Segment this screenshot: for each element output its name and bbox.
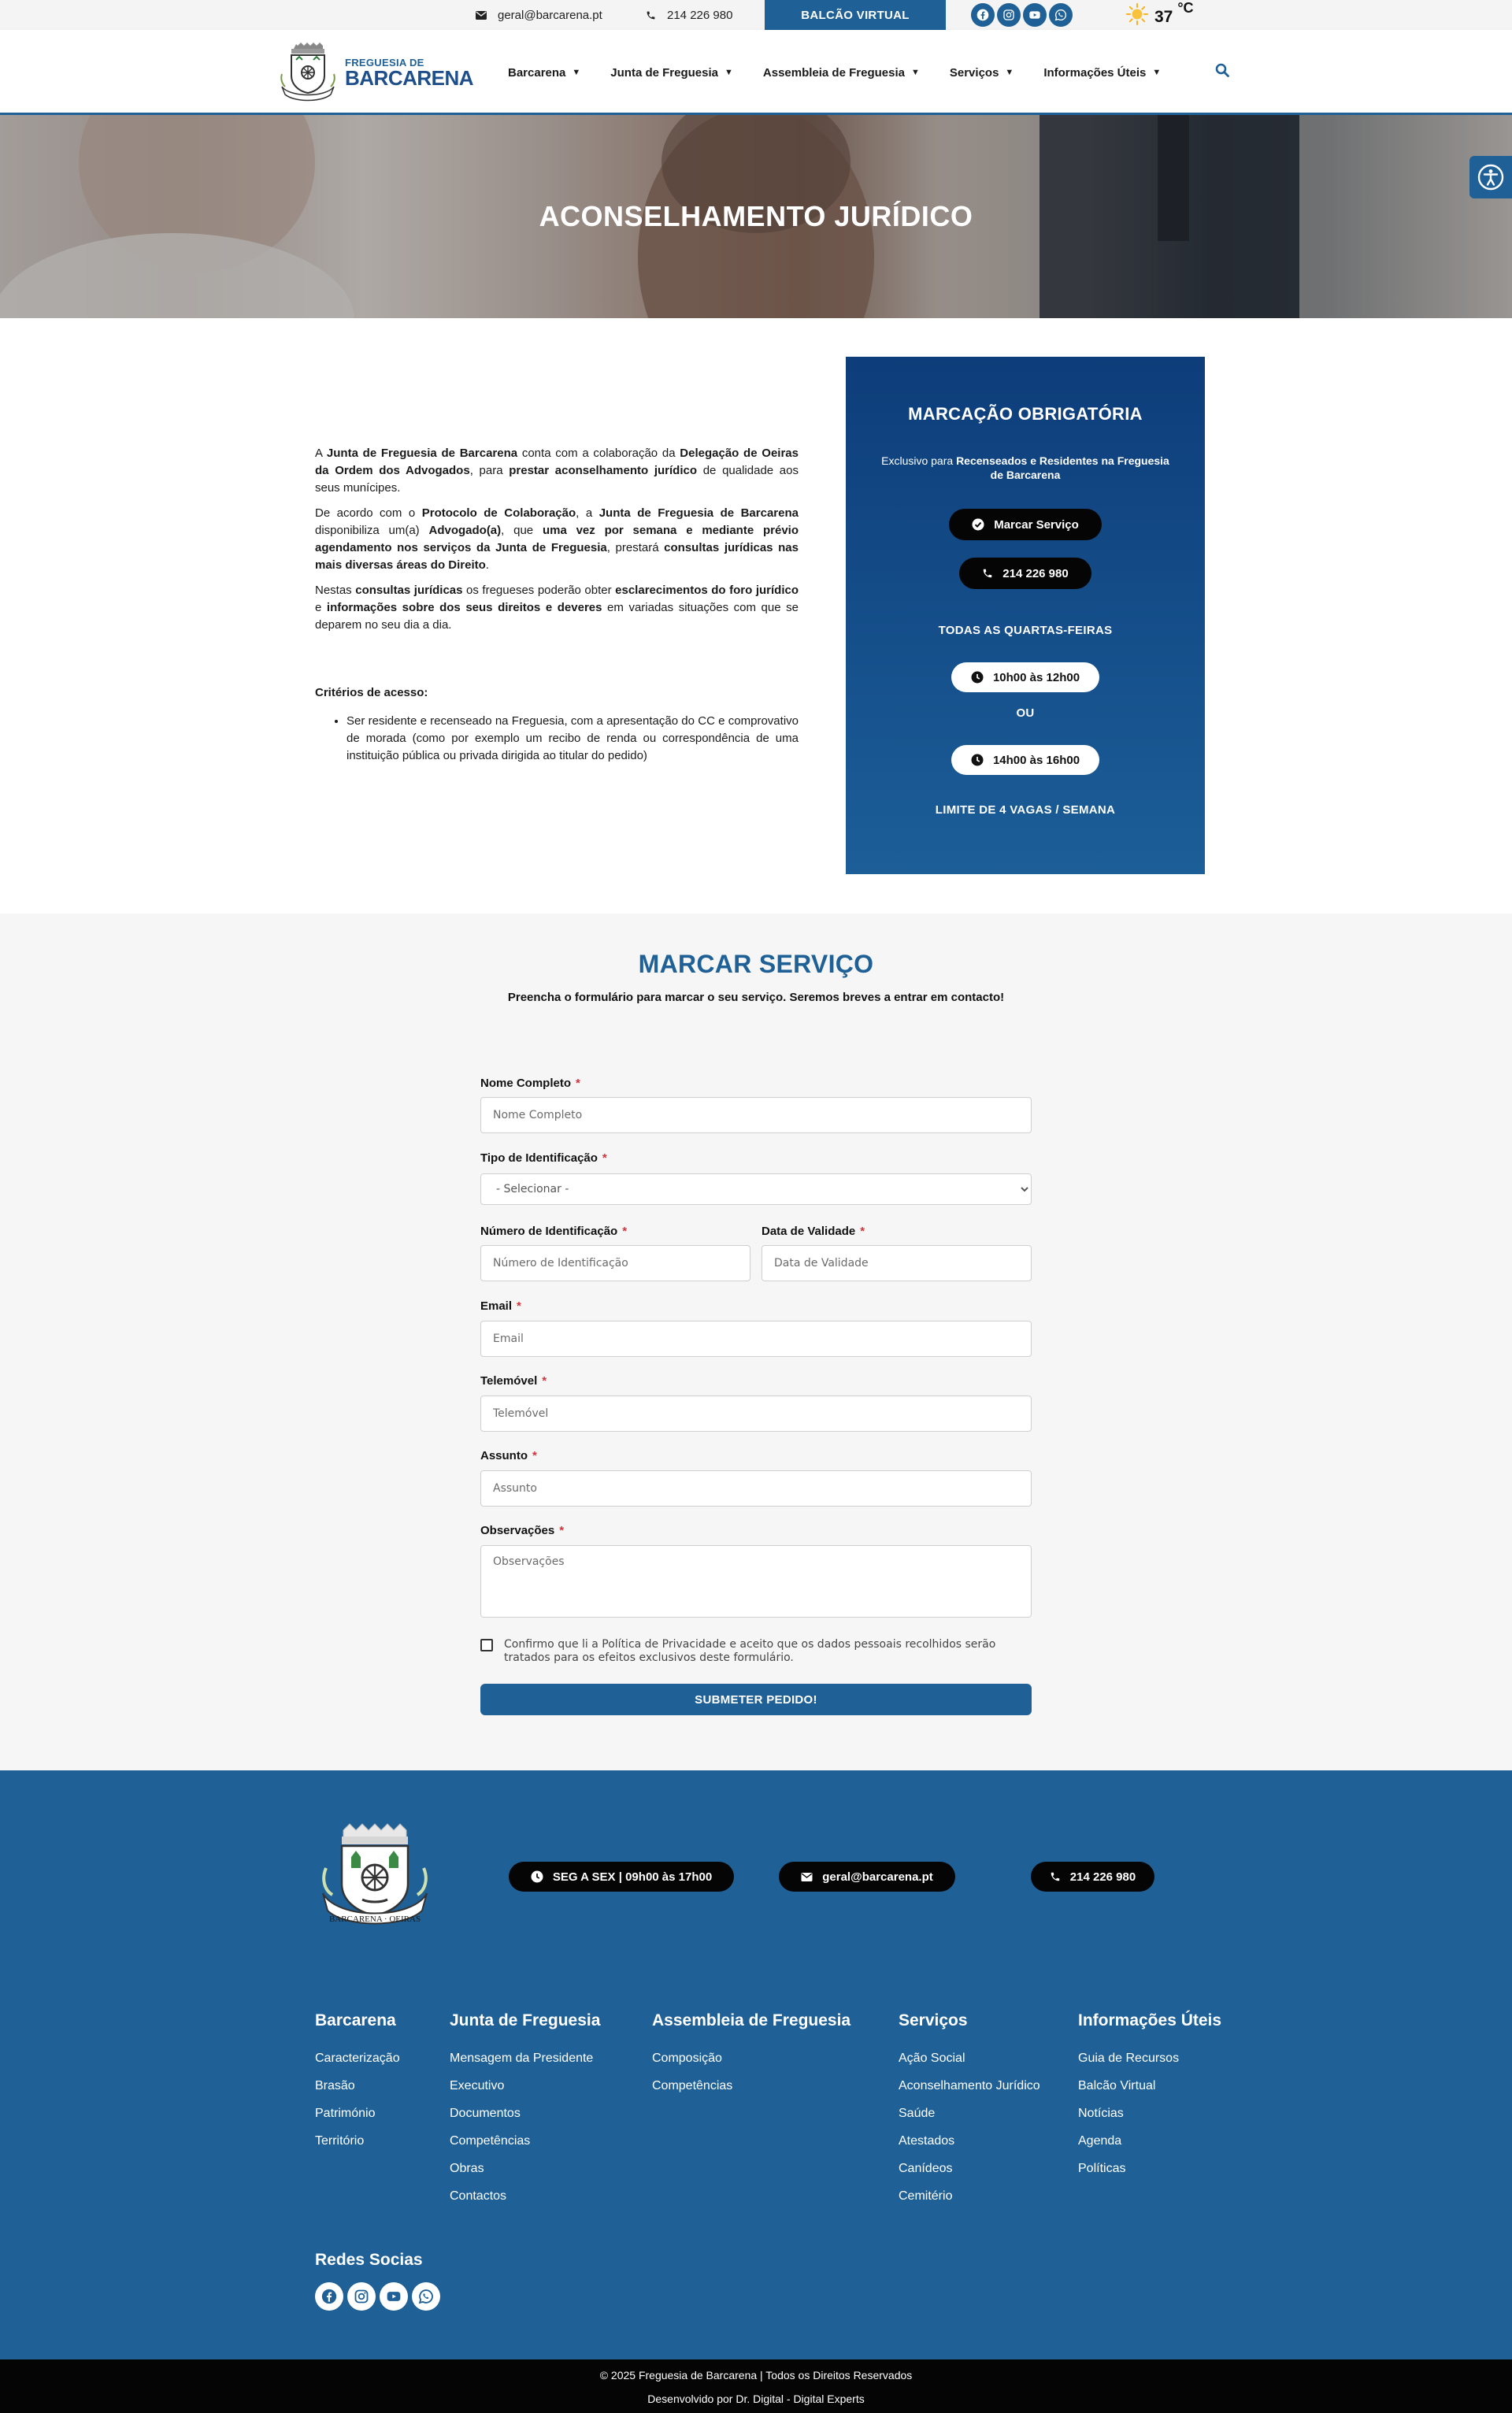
nav-item-junta-de-freguesia[interactable] [610, 66, 733, 80]
required-mark: * [542, 1374, 547, 1388]
text: , que [501, 524, 543, 537]
book-service-button[interactable] [949, 509, 1102, 540]
phone-icon [646, 10, 656, 20]
footer-link[interactable]: Atestados [899, 2134, 955, 2148]
youtube-icon[interactable] [1023, 3, 1047, 27]
id-number-input[interactable] [480, 1245, 750, 1281]
text: em variadas situações com que se deparem no seu dia a dia. [315, 601, 799, 632]
footer-email-link[interactable] [779, 1862, 955, 1892]
time-slot-label: 14h00 às 16h00 [992, 753, 1080, 767]
crest-motto: BARCARENA · OEIRAS [328, 1914, 421, 1924]
text: os fregueses poderão obter [462, 584, 616, 597]
footer-phone: 214 226 980 [1069, 1870, 1136, 1884]
footer-link[interactable]: Canídeos [899, 2162, 953, 2175]
booking-panel [846, 357, 1205, 874]
text: A [315, 447, 327, 460]
top-bar [0, 0, 1512, 30]
youtube-icon[interactable] [380, 2282, 408, 2311]
call-button[interactable] [959, 558, 1091, 589]
text-bold: Recenseados e Residentes na Freguesia de Barcarena [956, 454, 1169, 481]
footer-column-title: Assembleia de Freguesia [652, 2011, 851, 2029]
id-type-select[interactable] [480, 1173, 1032, 1205]
list-item: • Ser residente e recenseado na Freguesia, com a apresentação do CC e comprovativo de morada (como por exemplo um recibo de renda ou correspondência de uma instituição pública ou privada dirigida ao titular do pedido) [346, 713, 799, 765]
notes-label [480, 1524, 564, 1537]
footer-column-informacoes [1078, 2011, 1221, 2182]
nav-item-barcarena[interactable] [508, 66, 580, 80]
chevron-down-icon: ▼ [910, 68, 920, 77]
accessibility-button[interactable] [1469, 156, 1512, 198]
subject-label [480, 1449, 537, 1462]
phone-icon [1050, 1871, 1061, 1882]
footer-column-title: Junta de Freguesia [450, 2011, 601, 2029]
required-mark: * [559, 1524, 565, 1537]
or-label: OU [1016, 706, 1035, 720]
search-icon [1215, 63, 1229, 77]
text-bold: consultas jurídicas nas mais diversas áreas do Direito [315, 541, 799, 572]
privacy-consent [480, 1638, 1000, 1665]
footer-crest [317, 1818, 433, 1941]
required-mark: * [860, 1225, 865, 1238]
footer-column-junta [450, 2011, 600, 2210]
topbar-phone-link[interactable] [646, 0, 732, 30]
text: disponibiliza um(a) [315, 524, 429, 537]
facebook-icon[interactable] [971, 3, 995, 27]
consent-text: Confirmo que li a Política de Privacidade e aceito que os dados pessoais recolhidos serão tratados para os efeitos exclusivos deste formulário. [504, 1638, 996, 1664]
topbar-phone: 214 226 980 [667, 8, 733, 22]
form-title: MARCAR SERVIÇO [638, 950, 874, 978]
nav-label: Junta de Freguesia [610, 65, 718, 80]
text-bold: uma vez por semana e mediante prévio agendamento nos serviços da Junta de Freguesia [315, 524, 799, 554]
footer-link[interactable]: Território [315, 2134, 365, 2148]
text: , a [576, 506, 599, 520]
consent-checkbox[interactable] [480, 1639, 493, 1651]
nav-item-informacoes-uteis[interactable] [1043, 66, 1161, 80]
expiry-date-label [762, 1225, 865, 1238]
mobile-label [480, 1374, 547, 1388]
chevron-down-icon: ▼ [1152, 68, 1162, 77]
label-text: Email [480, 1299, 513, 1313]
email-field[interactable] [480, 1321, 1032, 1357]
footer-column-assembleia [652, 2011, 850, 2100]
id-number-label [480, 1225, 627, 1238]
footer-link[interactable]: Competências [652, 2079, 733, 2092]
button-label: Marcar Serviço [994, 517, 1079, 532]
footer-link[interactable]: Documentos [450, 2107, 521, 2120]
check-circle-icon [972, 518, 984, 531]
whatsapp-icon[interactable] [412, 2282, 440, 2311]
full-name-input[interactable] [480, 1097, 1032, 1133]
footer-link[interactable]: Agenda [1078, 2134, 1122, 2148]
site-logo[interactable] [277, 39, 473, 106]
page-title: ACONSELHAMENTO JURÍDICO [539, 200, 973, 232]
footer-social-title: Redes Socias [315, 2251, 423, 2269]
chevron-down-icon: ▼ [724, 68, 733, 77]
footer-link[interactable]: Obras [450, 2162, 484, 2175]
paragraph-1 [315, 445, 799, 497]
instagram-icon[interactable] [997, 3, 1021, 27]
label-text: Tipo de Identificação [480, 1151, 598, 1165]
logo-small-text: FREGUESIA DE [345, 56, 424, 69]
criteria-title: Critérios de acesso: [315, 686, 428, 699]
footer-column-barcarena [315, 2011, 400, 2155]
notes-textarea[interactable] [480, 1545, 1032, 1618]
crest-icon [277, 39, 339, 106]
subject-input[interactable] [480, 1470, 1032, 1507]
nav-label: Barcarena [508, 65, 566, 80]
footer-link[interactable]: Políticas [1078, 2162, 1126, 2175]
full-name-label [480, 1077, 580, 1090]
clock-icon [971, 754, 984, 766]
footer-link[interactable]: Notícias [1078, 2107, 1124, 2120]
footer-link[interactable]: Executivo [450, 2079, 505, 2092]
panel-title: MARCAÇÃO OBRIGATÓRIA [908, 404, 1143, 424]
text: conta com a colaboração da [517, 447, 680, 460]
panel-subtitle [877, 454, 1173, 482]
footer-column-servicos [899, 2011, 1040, 2210]
text-bold: Advogado(a) [428, 524, 502, 537]
text: e [315, 601, 327, 614]
footer-hours [509, 1862, 734, 1892]
required-mark: * [602, 1151, 607, 1165]
clock-icon [531, 1870, 543, 1883]
hero-banner [0, 115, 1512, 318]
limit-label: LIMITE DE 4 VAGAS / SEMANA [935, 803, 1116, 817]
weather-temperature: 37 [1154, 8, 1173, 26]
label-text: Telemóvel [480, 1374, 538, 1388]
label-text: Data de Validade [762, 1225, 856, 1238]
footer-link[interactable]: Caracterização [315, 2052, 400, 2065]
text-bold: Protocolo de Colaboração [421, 506, 576, 520]
weather-widget [1125, 2, 1194, 27]
instagram-icon[interactable] [347, 2282, 376, 2311]
logo-wordmark [345, 57, 473, 88]
clock-icon [971, 671, 984, 684]
required-mark: * [517, 1299, 521, 1313]
text: . [485, 558, 489, 572]
label-text: Assunto [480, 1449, 528, 1462]
topbar-social-links [971, 3, 1073, 27]
footer-link[interactable]: Composição [652, 2052, 722, 2065]
id-type-label [480, 1151, 607, 1165]
facebook-icon[interactable] [315, 2282, 343, 2311]
footer-email: geral@barcarena.pt [822, 1870, 933, 1884]
footer-link[interactable]: Ação Social [899, 2052, 965, 2065]
footer-social-links [315, 2282, 440, 2311]
envelope-icon [801, 1873, 813, 1881]
text: Nestas [315, 584, 356, 597]
email-label [480, 1299, 521, 1313]
footer-link[interactable]: Guia de Recursos [1078, 2052, 1180, 2065]
footer-phone-link[interactable] [1031, 1862, 1154, 1892]
paragraph-3 [315, 582, 799, 634]
topbar-email-link[interactable] [476, 0, 602, 30]
topbar-email: geral@barcarena.pt [498, 8, 602, 22]
site-footer [0, 1770, 1512, 2359]
text-bold: esclarecimentos do foro jurídico [615, 584, 799, 597]
text-bold: Junta de Freguesia de Barcarena [598, 506, 799, 520]
time-slot-afternoon [951, 745, 1099, 775]
developer-credit[interactable]: Desenvolvido por Dr. Digital - Digital Experts [647, 2393, 865, 2405]
time-slot-morning [951, 662, 1099, 692]
time-slot-label: 10h00 às 12h00 [992, 670, 1080, 684]
envelope-icon [476, 11, 487, 20]
footer-link[interactable]: Mensagem da Presidente [450, 2052, 594, 2065]
site-header [0, 30, 1512, 115]
service-description [315, 445, 799, 642]
submit-button[interactable]: SUBMETER PEDIDO! [480, 1684, 1032, 1715]
footer-link[interactable]: Património [315, 2107, 376, 2120]
search-button[interactable] [1215, 63, 1229, 81]
crest-icon [317, 1818, 433, 1937]
text-bold: informações sobre dos seus direitos e deveres [326, 601, 602, 614]
schedule-day-label: TODAS AS QUARTAS-FEIRAS [938, 624, 1113, 637]
required-mark: * [532, 1449, 537, 1462]
text: De acordo com o [315, 506, 422, 520]
criteria-list [346, 713, 799, 765]
footer-column-title: Informações Úteis [1078, 2011, 1222, 2029]
nav-label: Serviços [949, 65, 999, 80]
label-text: Nome Completo [480, 1077, 572, 1090]
label-text: Número de Identificação [480, 1225, 618, 1238]
hours-label: SEG A SEX | 09h00 às 17h00 [552, 1870, 713, 1884]
footer-link[interactable]: Aconselhamento Jurídico [899, 2079, 1040, 2092]
required-mark: * [622, 1225, 628, 1238]
footer-link[interactable]: Balcão Virtual [1078, 2079, 1156, 2092]
footer-link[interactable]: Competências [450, 2134, 531, 2148]
footer-column-title: Barcarena [315, 2011, 396, 2029]
main-nav [508, 30, 1191, 115]
text: Exclusivo para [881, 454, 957, 467]
phone-icon [982, 568, 993, 579]
mobile-input[interactable] [480, 1396, 1032, 1432]
balcao-virtual-button[interactable]: BALCÃO VIRTUAL [765, 0, 946, 30]
text-bold: consultas jurídicas [355, 584, 463, 597]
weather-unit: °C [1177, 0, 1194, 16]
text-bold: Delegação de Oeiras da Ordem dos Advogados [315, 447, 799, 477]
required-mark: * [576, 1077, 580, 1090]
chevron-down-icon: ▼ [1005, 68, 1014, 77]
copyright-text: © 2025 Freguesia de Barcarena | Todos os Direitos Reservados [599, 2369, 913, 2381]
button-label: 214 226 980 [1002, 566, 1069, 580]
footer-link[interactable]: Contactos [450, 2189, 507, 2203]
nav-item-assembleia-de-freguesia[interactable] [763, 66, 920, 80]
text-bold: prestar aconselhamento jurídico [509, 464, 698, 477]
text: , prestará [606, 541, 665, 554]
bottom-bar [0, 2359, 1512, 2413]
footer-link[interactable]: Saúde [899, 2107, 936, 2120]
text: , para [469, 464, 510, 477]
nav-label: Informações Úteis [1043, 65, 1147, 80]
logo-big-text: BARCARENA [345, 65, 474, 90]
text: de qualidade aos seus munícipes. [315, 464, 799, 495]
accessibility-icon [1477, 164, 1504, 191]
form-subtitle: Preencha o formulário para marcar o seu serviço. Seremos breves a entrar em contacto! [507, 991, 1005, 1004]
footer-link[interactable]: Cemitério [899, 2189, 953, 2203]
nav-label: Assembleia de Freguesia [762, 65, 905, 80]
footer-column-title: Serviços [899, 2011, 968, 2029]
text-bold: Junta de Freguesia de Barcarena [326, 447, 518, 460]
paragraph-2 [315, 505, 799, 574]
whatsapp-icon[interactable] [1049, 3, 1073, 27]
footer-link[interactable]: Brasão [315, 2079, 355, 2092]
sun-icon [1125, 2, 1150, 27]
expiry-date-input[interactable] [762, 1245, 1032, 1281]
chevron-down-icon: ▼ [572, 68, 581, 77]
nav-item-servicos[interactable] [950, 66, 1014, 80]
label-text: Observações [480, 1524, 555, 1537]
